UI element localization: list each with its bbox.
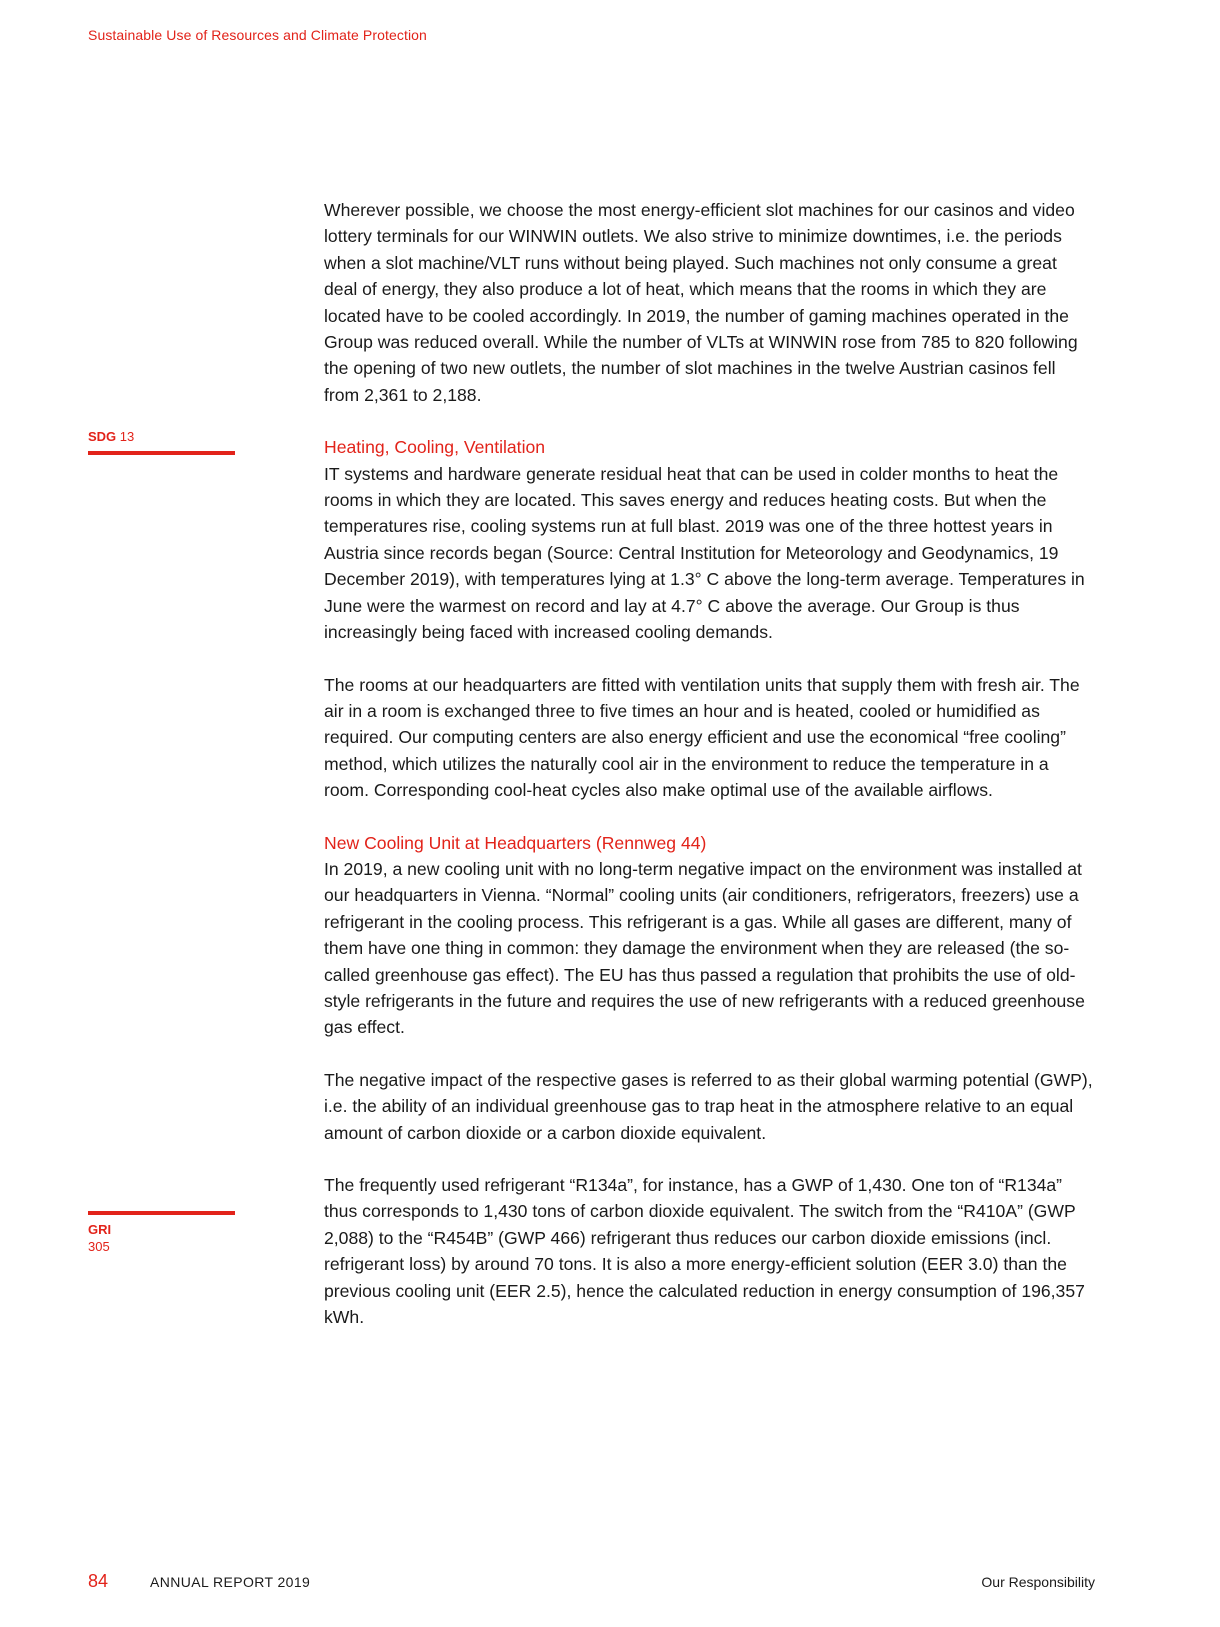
- page-footer: [88, 1573, 1095, 1595]
- gri-margin-tag: [88, 1211, 235, 1255]
- main-content: [324, 197, 1094, 1330]
- paragraph-residual-heat: IT systems and hardware generate residual heat that can be used in colder months to heat the rooms in which they are located. This saves energy and reduces heating costs. But when the temperatures rise, cooling systems run at full blast. 2019 was one of the three hottest years in Austria since records began (Source: Central Institution for Meteorology and Geodynamics, 19 December 2019), with temperatures lying at 1.3° C above the long-term average. Temperatures in June were the warmest on record and lay at 4.7° C above the average. Our Group is thus increasingly being faced with increased cooling demands.: [324, 463, 1085, 643]
- paragraph-refrigerant: The frequently used refrigerant “R134a”, for instance, has a GWP of 1,430. One ton of “R134a” thus corresponds to 1,430 tons of carbon dioxide equivalent. The switch from the “R410A” (GWP 2,088) to the “R454B” (GWP 466) refrigerant thus reduces our carbon dioxide emissions (incl. refrigerant loss) by around 70 tons. It is also a more energy-efficient solution (EER 3.0) than the previous cooling unit (EER 2.5), hence the calculated reduction in energy consumption of 196,357 kWh.: [324, 1175, 1085, 1328]
- gri-label: GRI: [88, 1222, 112, 1237]
- running-head: Sustainable Use of Resources and Climate Protection: [88, 27, 427, 43]
- paragraph-cooling-unit: In 2019, a new cooling unit with no long-term negative impact on the environment was installed at our headquarters in Vienna. “Normal” cooling units (air conditioners, refrigerators, freezers) use a refrigerant in the cooling process. This refrigerant is a gas. While all gases are different, many of them have one thing in common: they damage the environment when they are released (the so-called greenhouse gas effect). The EU has thus passed a regulation that prohibits the use of old-style refrigerants in the future and requires the use of new refrigerants with a reduced greenhouse gas effect.: [324, 858, 1085, 1038]
- intro-paragraph: Wherever possible, we choose the most energy-efficient slot machines for our casinos and video lottery terminals for our WINWIN outlets. We also strive to minimize downtimes, i.e. the periods when a slot machine/VLT runs without being played. Such machines not only consume a great deal of energy, they also produce a lot of heat, which means that the rooms in which they are located have to be cooled accordingly. In 2019, the number of gaming machines operated in the Group was reduced overall. While the number of VLTs at WINWIN rose from 785 to 820 following the opening of two new outlets, the number of slot machines in the twelve Austrian casinos fell from 2,361 to 2,188.: [324, 200, 1078, 405]
- sdg-number: 13: [119, 429, 135, 444]
- sdg-rule-divider: [88, 451, 235, 455]
- sdg-tag-text: [88, 428, 235, 445]
- sdg-label: SDG: [88, 429, 117, 444]
- report-title: ANNUAL REPORT 2019: [150, 1574, 311, 1590]
- footer-section-name: Our Responsibility: [981, 1574, 1095, 1590]
- page-number: 84: [88, 1571, 109, 1591]
- paragraph-ventilation: The rooms at our headquarters are fitted with ventilation units that supply them with fresh air. The air in a room is exchanged three to five times an hour and is heated, cooled or humidified as required. Our computing centers are also energy efficient and use the economical “free cooling” method, which utilizes the naturally cool air in the environment to reduce the temperature in a room. Corresponding cool-heat cycles also make optimal use of the available airflows.: [324, 674, 1080, 801]
- gri-rule-divider: [88, 1211, 235, 1215]
- gri-number: 305: [88, 1239, 110, 1254]
- sdg-margin-tag: [88, 428, 235, 455]
- paragraph-gwp: The negative impact of the respective gases is referred to as their global warming potential (GWP), i.e. the ability of an individual greenhouse gas to trap heat in the atmosphere relative to an equal amount of carbon dioxide or a carbon dioxide equivalent.: [324, 1069, 1093, 1143]
- heading-heating-cooling-ventilation: Heating, Cooling, Ventilation: [324, 437, 546, 458]
- heading-new-cooling-unit: New Cooling Unit at Headquarters (Rennweg 44): [324, 832, 707, 853]
